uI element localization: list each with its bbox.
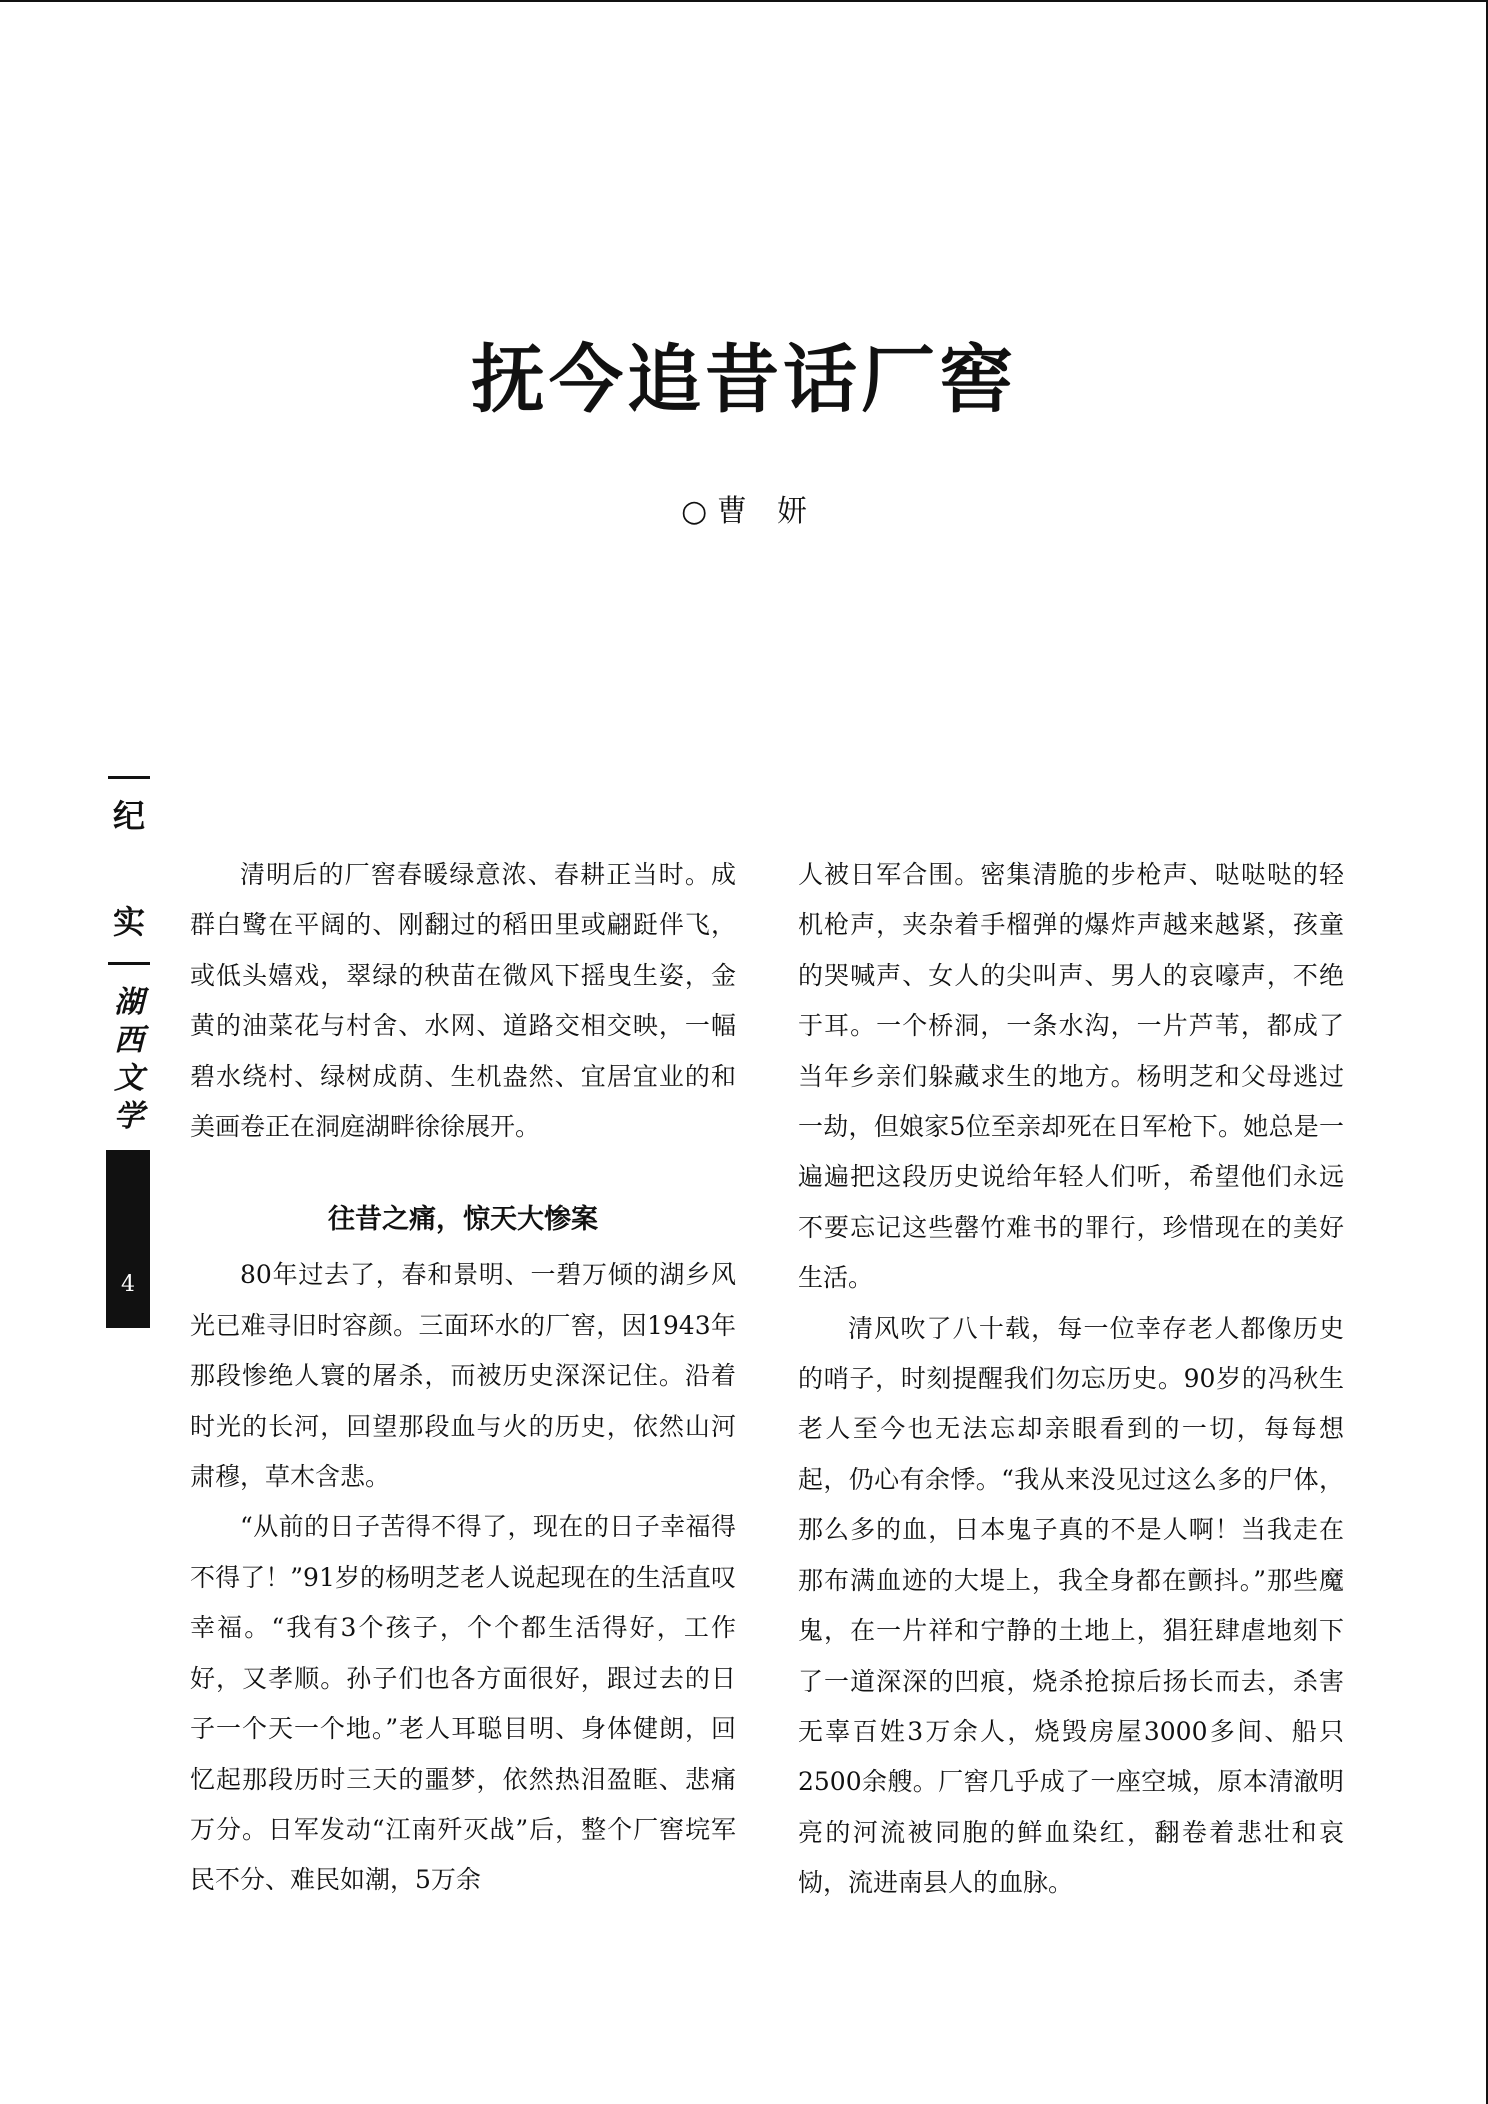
section-char-shi: 实: [112, 903, 145, 941]
article-author: ○ 曹 妍: [681, 494, 807, 529]
magazine-char: 湖: [114, 985, 144, 1020]
top-border-rule: [0, 0, 1488, 2]
paragraph: 80年过去了，春和景明、一碧万倾的湖乡风光已难寻旧时容颜。三面环水的厂窖，因1943年那段惨绝人寰的屠杀，而被历史深深记住。沿着时光的长河，回望那段血与火的历史，依然山河肃穆，草木含悲。: [190, 1260, 736, 1492]
sidebar-rule-middle: [108, 962, 150, 965]
paragraph-continued: 人被日军合围。密集清脆的步枪声、哒哒哒的轻机枪声，夹杂着手榴弹的爆炸声越来越紧，孩童的哭喊声、女人的尖叫声、男人的哀嚎声，不绝于耳。一个桥洞，一条水沟，一片芦苇，都成了当年乡亲们躲藏求生的地方。杨明芝和父母逃过一劫，但娘家5位至亲却死在日军枪下。她总是一遍遍把这段历史说给年轻人们听，希望他们永远不要忘记这些罄竹难书的罪行，珍惜现在的美好生活。: [798, 860, 1344, 1293]
body-column-left: [190, 850, 736, 1906]
paragraph: 清明后的厂窖春暖绿意浓、春耕正当时。成群白鹭在平阔的、刚翻过的稻田里或翩跹伴飞，或低头嬉戏，翠绿的秧苗在微风下摇曳生姿，金黄的油菜花与村舍、水网、道路交相交映，一幅碧水绕村、绿树成荫、生机盎然、宜居宜业的和美画卷正在洞庭湖畔徐徐展开。: [190, 860, 736, 1142]
magazine-logo: [108, 984, 150, 1136]
magazine-char: 文: [114, 1061, 144, 1096]
page-number: 4: [121, 1272, 135, 1297]
section-char-ji: 纪: [112, 797, 145, 835]
paragraph: “从前的日子苦得不得了，现在的日子幸福得不得了！”91岁的杨明芝老人说起现在的生活直叹幸福。“我有3个孩子，个个都生活得好，工作好，又孝顺。孙子们也各方面很好，跟过去的日子一个天一个地。”老人耳聪目明、身体健朗，回忆起那段历时三天的噩梦，依然热泪盈眶、悲痛万分。日军发动“江南歼灭战”后，整个厂窖垸军民不分、难民如潮，5万余: [190, 1512, 736, 1895]
paragraph: 清风吹了八十载，每一位幸存老人都像历史的哨子，时刻提醒我们勿忘历史。90岁的冯秋生老人至今也无法忘却亲眼看到的一切，每每想起，仍心有余悸。“我从来没见过这么多的尸体，那么多的血，日本鬼子真的不是人啊！当我走在那布满血迹的大堤上，我全身都在颤抖。”那些魔鬼，在一片祥和宁静的土地上，猖狂肆虐地刻下了一道深深的凹痕，烧杀抢掠后扬长而去，杀害无辜百姓3万余人，烧毁房屋3000多间、船只2500余艘。厂窖几乎成了一座空城，原本清澈明亮的河流被同胞的鲜血染红，翻卷着悲壮和哀恸，流进南县人的血脉。: [798, 1313, 1344, 1898]
page-number-block: [106, 1150, 150, 1328]
section-heading: 往昔之痛，惊天大惨案: [328, 1204, 598, 1236]
magazine-char: 学: [114, 1099, 144, 1134]
sidebar-rule-top: [108, 776, 150, 779]
body-column-right: [798, 850, 1344, 1909]
article-title: 抚今追昔话厂窖: [471, 337, 1017, 423]
magazine-char: 西: [114, 1023, 144, 1058]
